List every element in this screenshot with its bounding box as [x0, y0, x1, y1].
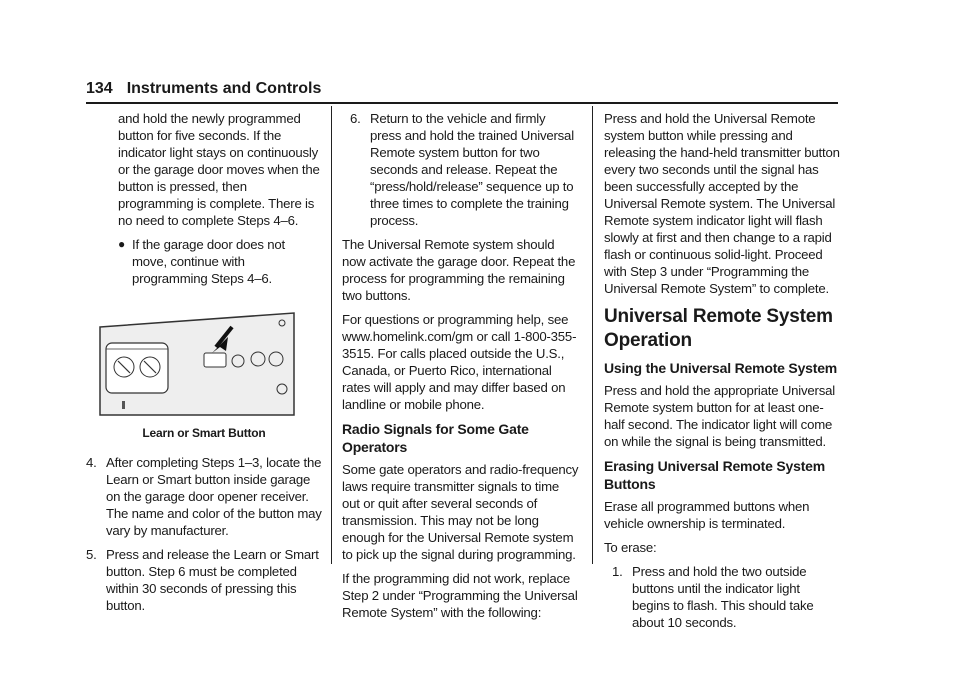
learn-button-figure — [96, 309, 298, 419]
paragraph: If the programming did not work, replace Step 2 under “Programming the Universal Remote System” with the following: — [342, 571, 578, 620]
subsection-heading: Using the Universal Remote System — [604, 360, 838, 376]
step-number: 5. — [86, 547, 97, 562]
column-right — [604, 110, 840, 638]
step-number: 4. — [86, 455, 97, 470]
step-4 — [86, 454, 322, 539]
step-number: 6. — [350, 111, 361, 126]
continued-paragraph: and hold the newly programmed button for five seconds. If the indicator light stays on continuously or the garage door moves when the button is pressed, then programming is complete. There is no need to complete Steps 4–6. — [118, 111, 320, 228]
step-5 — [86, 546, 322, 614]
garage-opener-illustration — [96, 309, 298, 419]
column-left — [86, 110, 322, 621]
step-text: Press and hold the two outside buttons until the indicator light begins to flash. This should take about 10 seconds. — [632, 564, 814, 630]
page-number: 134 — [86, 80, 113, 97]
paragraph: For questions or programming help, see www.homelink.com/gm or call 1-800-355-3515. For calls placed outside the U.S., Canada, or Puerto Rico, international rates will apply and may differ based on landline or mobile phone. — [342, 312, 577, 412]
bullet-dot-icon: ● — [118, 237, 126, 251]
step-1 — [604, 563, 840, 631]
section-title: Instruments and Controls — [126, 80, 322, 97]
section-heading: Universal Remote System Operation — [604, 306, 833, 351]
paragraph: Some gate operators and radio-frequency laws require transmitter signals to time out or quit after several seconds of transmission. This may not be long enough for the Universal Remote system to pick up the signal during programming. — [342, 462, 579, 562]
paragraph: Press and hold the Universal Remote system button while pressing and releasing the hand-held transmitter button every two seconds until the signal has been successfully accepted by the Universal Remote system. The Universal Remote system indicator light will flash slowly at first and then change to a rapid flash or continuous solid-light. Proceed with Step 3 under “Programming the Universal Remote System” to complete. — [604, 111, 840, 296]
paragraph: Erase all programmed buttons when vehicle ownership is terminated. — [604, 499, 810, 531]
step-text: Press and release the Learn or Smart button. Step 6 must be completed within 30 seconds of pressing this button. — [106, 547, 319, 613]
figure-caption: Learn or Smart Button — [142, 426, 266, 440]
page-header — [86, 80, 838, 104]
step-text: After completing Steps 1–3, locate the Learn or Smart button inside garage on the garage door opener receiver. The name and color of the button may vary by manufacturer. — [106, 455, 322, 538]
subsection-heading: Erasing Universal Remote System Buttons — [604, 458, 826, 492]
step-number: 1. — [612, 564, 623, 579]
paragraph: Press and hold the appropriate Universal Remote system button for at least one-half second. The indicator light will come on while the signal is being transmitted. — [604, 383, 835, 449]
column-divider — [331, 106, 332, 564]
column-middle — [342, 110, 580, 628]
step-6 — [342, 110, 580, 229]
paragraph: The Universal Remote system should now activate the garage door. Repeat the process for programming the remaining two buttons. — [342, 237, 576, 303]
paragraph: To erase: — [604, 540, 657, 555]
column-divider — [592, 106, 593, 564]
section-heading: Radio Signals for Some Gate Operators — [342, 421, 529, 455]
bullet-text: If the garage door does not move, continue with programming Steps 4–6. — [132, 237, 285, 286]
step-text: Return to the vehicle and firmly press and hold the trained Universal Remote system button for two seconds and release. Repeat the “press/hold/release” sequence up to three times to complete the training process. — [370, 111, 574, 228]
bullet-item — [86, 236, 322, 287]
